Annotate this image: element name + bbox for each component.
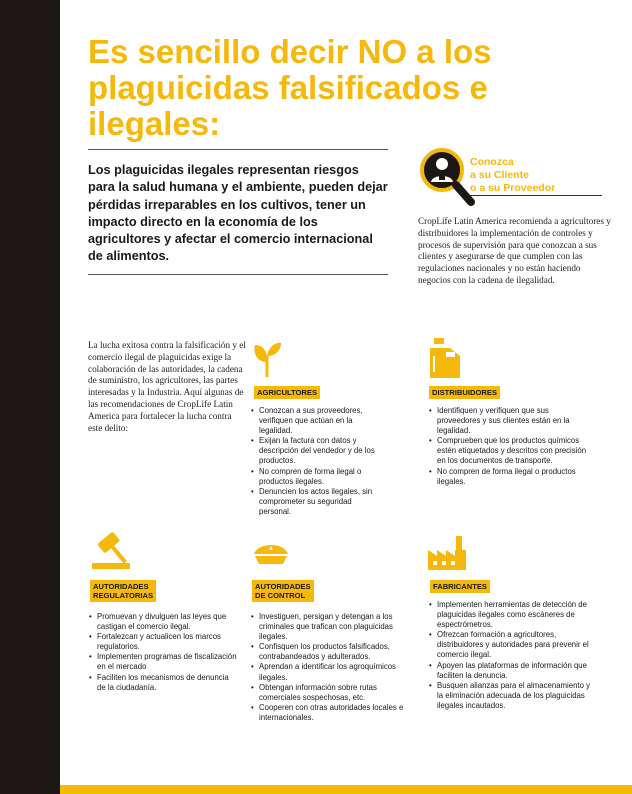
- list-item: • Identifiquen y verifiquen que sus proveedores y sus clientes están en la legalidad.: [437, 406, 587, 436]
- intro-bottom-rule: [88, 274, 388, 275]
- section-label-fabricantes: [430, 580, 490, 593]
- list-item: • Obtengan información sobre rutas comerciales sospechosas, etc.: [259, 683, 407, 703]
- section-label-text: FABRICANTES: [433, 582, 488, 591]
- list-item: • Comprueben que los productos químicos estén etiquetados y descritos con precisión en los documentos de transporte.: [437, 436, 587, 466]
- section-label-text: DISTRIBUIDORES: [432, 388, 497, 397]
- intro-top-rule: [88, 149, 388, 150]
- list-item: • Cooperen con otras autoridades locales e internacionales.: [259, 703, 407, 723]
- section-label-agricultores: [254, 386, 320, 399]
- kyc-heading-line: Conozca: [470, 156, 514, 168]
- section-label-text: AGRICULTORES: [257, 388, 318, 397]
- factory-icon: [428, 536, 466, 570]
- section-label-autoridades-regulatorias: [90, 580, 156, 602]
- fabricantes-list: [428, 600, 593, 711]
- kyc-heading-line: a su Cliente: [470, 169, 529, 181]
- list-item: • Exijan la factura con datos y descripción del vendedor y de los productos.: [259, 436, 383, 466]
- kyc-heading-line: o a su Proveedor: [470, 182, 556, 194]
- autoridades-control-list: [250, 612, 407, 723]
- kyc-body: CropLife Latin America recomienda a agricultores y distribuidores la implementación de controles y procesos de supervisión para que conozcan a sus clientes y asegurarse de que cumplen con las regulaciones nacionales y no están haciendo negocios con la cadena de ilegalidad.: [418, 216, 611, 285]
- list-item: • Ofrezcan formación a agricultores, distribuidores y autoridades para prevenir el comercio ilegal.: [437, 630, 593, 660]
- intro-text: Los plaguicidas ilegales representan riesgos para la salud humana y el ambiente, pueden dejar pérdidas irreparables en los cultivos, tener un impacto directo en la economía de los agricultores y afectar el comercio internacional de alimentos.: [88, 163, 388, 264]
- list-item: • Investiguen, persigan y detengan a los criminales que trafican con plaguicidas ilegales.: [259, 612, 407, 642]
- list-item: • Aprendan a identificar los agroquímicos ilegales.: [259, 662, 407, 682]
- section-label-text: AUTORIDADES: [255, 582, 311, 591]
- jerrycan-icon: [428, 338, 462, 380]
- section-label-text: DE CONTROL: [255, 591, 306, 600]
- sprout-icon: [252, 340, 282, 378]
- magnifier-person-icon: [418, 146, 476, 208]
- list-item: • No compren de forma ilegal o productos ilegales.: [437, 467, 587, 487]
- agricultores-list: [250, 406, 383, 517]
- list-item: • Conozcan a sus proveedores, verifiquen que actúan en la legalidad.: [259, 406, 383, 436]
- bottom-accent-bar: [60, 785, 632, 794]
- list-item: • Confisquen los productos falsificados, contrabandeados y adulterados.: [259, 642, 407, 662]
- section-label-distribuidores: [429, 386, 500, 399]
- section-label-autoridades-control: [252, 580, 314, 602]
- list-item: • No compren de forma ilegal o productos ilegales.: [259, 467, 383, 487]
- section-label-text: REGULATORIAS: [93, 591, 154, 600]
- list-item: • Faciliten los mecanismos de denuncia de la ciudadanía.: [97, 673, 237, 693]
- list-item: • Denuncien los actos ilegales, sin comprometer su seguridad personal.: [259, 487, 383, 517]
- distribuidores-list: [428, 406, 587, 487]
- list-item: • Fortalezcan y actualicen los marcos regulatorios.: [97, 632, 237, 652]
- struggle-text: La lucha exitosa contra la falsificación y el comercio ilegal de plaguicidas exige la colaboración de las autoridades, la cadena de suministro, los agricultores, las partes interesadas y la Industria. Aquí algunas de las recomendaciones de CropLife Latin America para fortalecer la lucha contra este delito:: [88, 340, 246, 433]
- kyc-underline: [470, 195, 602, 196]
- list-item: • Busquen alianzas para el almacenamiento y la eliminación adecuada de los plaguicidas ilegales incautados.: [437, 681, 593, 711]
- page-title: Es sencillo decir NO a los plaguicidas falsificados e ilegales:: [88, 33, 492, 142]
- list-item: • Apoyen las plataformas de información que faciliten la denuncia.: [437, 661, 593, 681]
- kyc-heading: [470, 156, 610, 195]
- police-cap-icon: [252, 540, 290, 568]
- gavel-icon: [90, 530, 134, 570]
- section-label-text: AUTORIDADES: [93, 582, 149, 591]
- list-item: • Promuevan y divulguen las leyes que castigan el comercio ilegal.: [97, 612, 237, 632]
- left-dark-bar: [0, 0, 60, 794]
- autoridades-regulatorias-list: [88, 612, 237, 693]
- list-item: • Implementen programas de fiscalización en el mercado: [97, 652, 237, 672]
- list-item: • Implementen herramientas de detección de plaguicidas ilegales como escáneres de espectrómetros.: [437, 600, 593, 630]
